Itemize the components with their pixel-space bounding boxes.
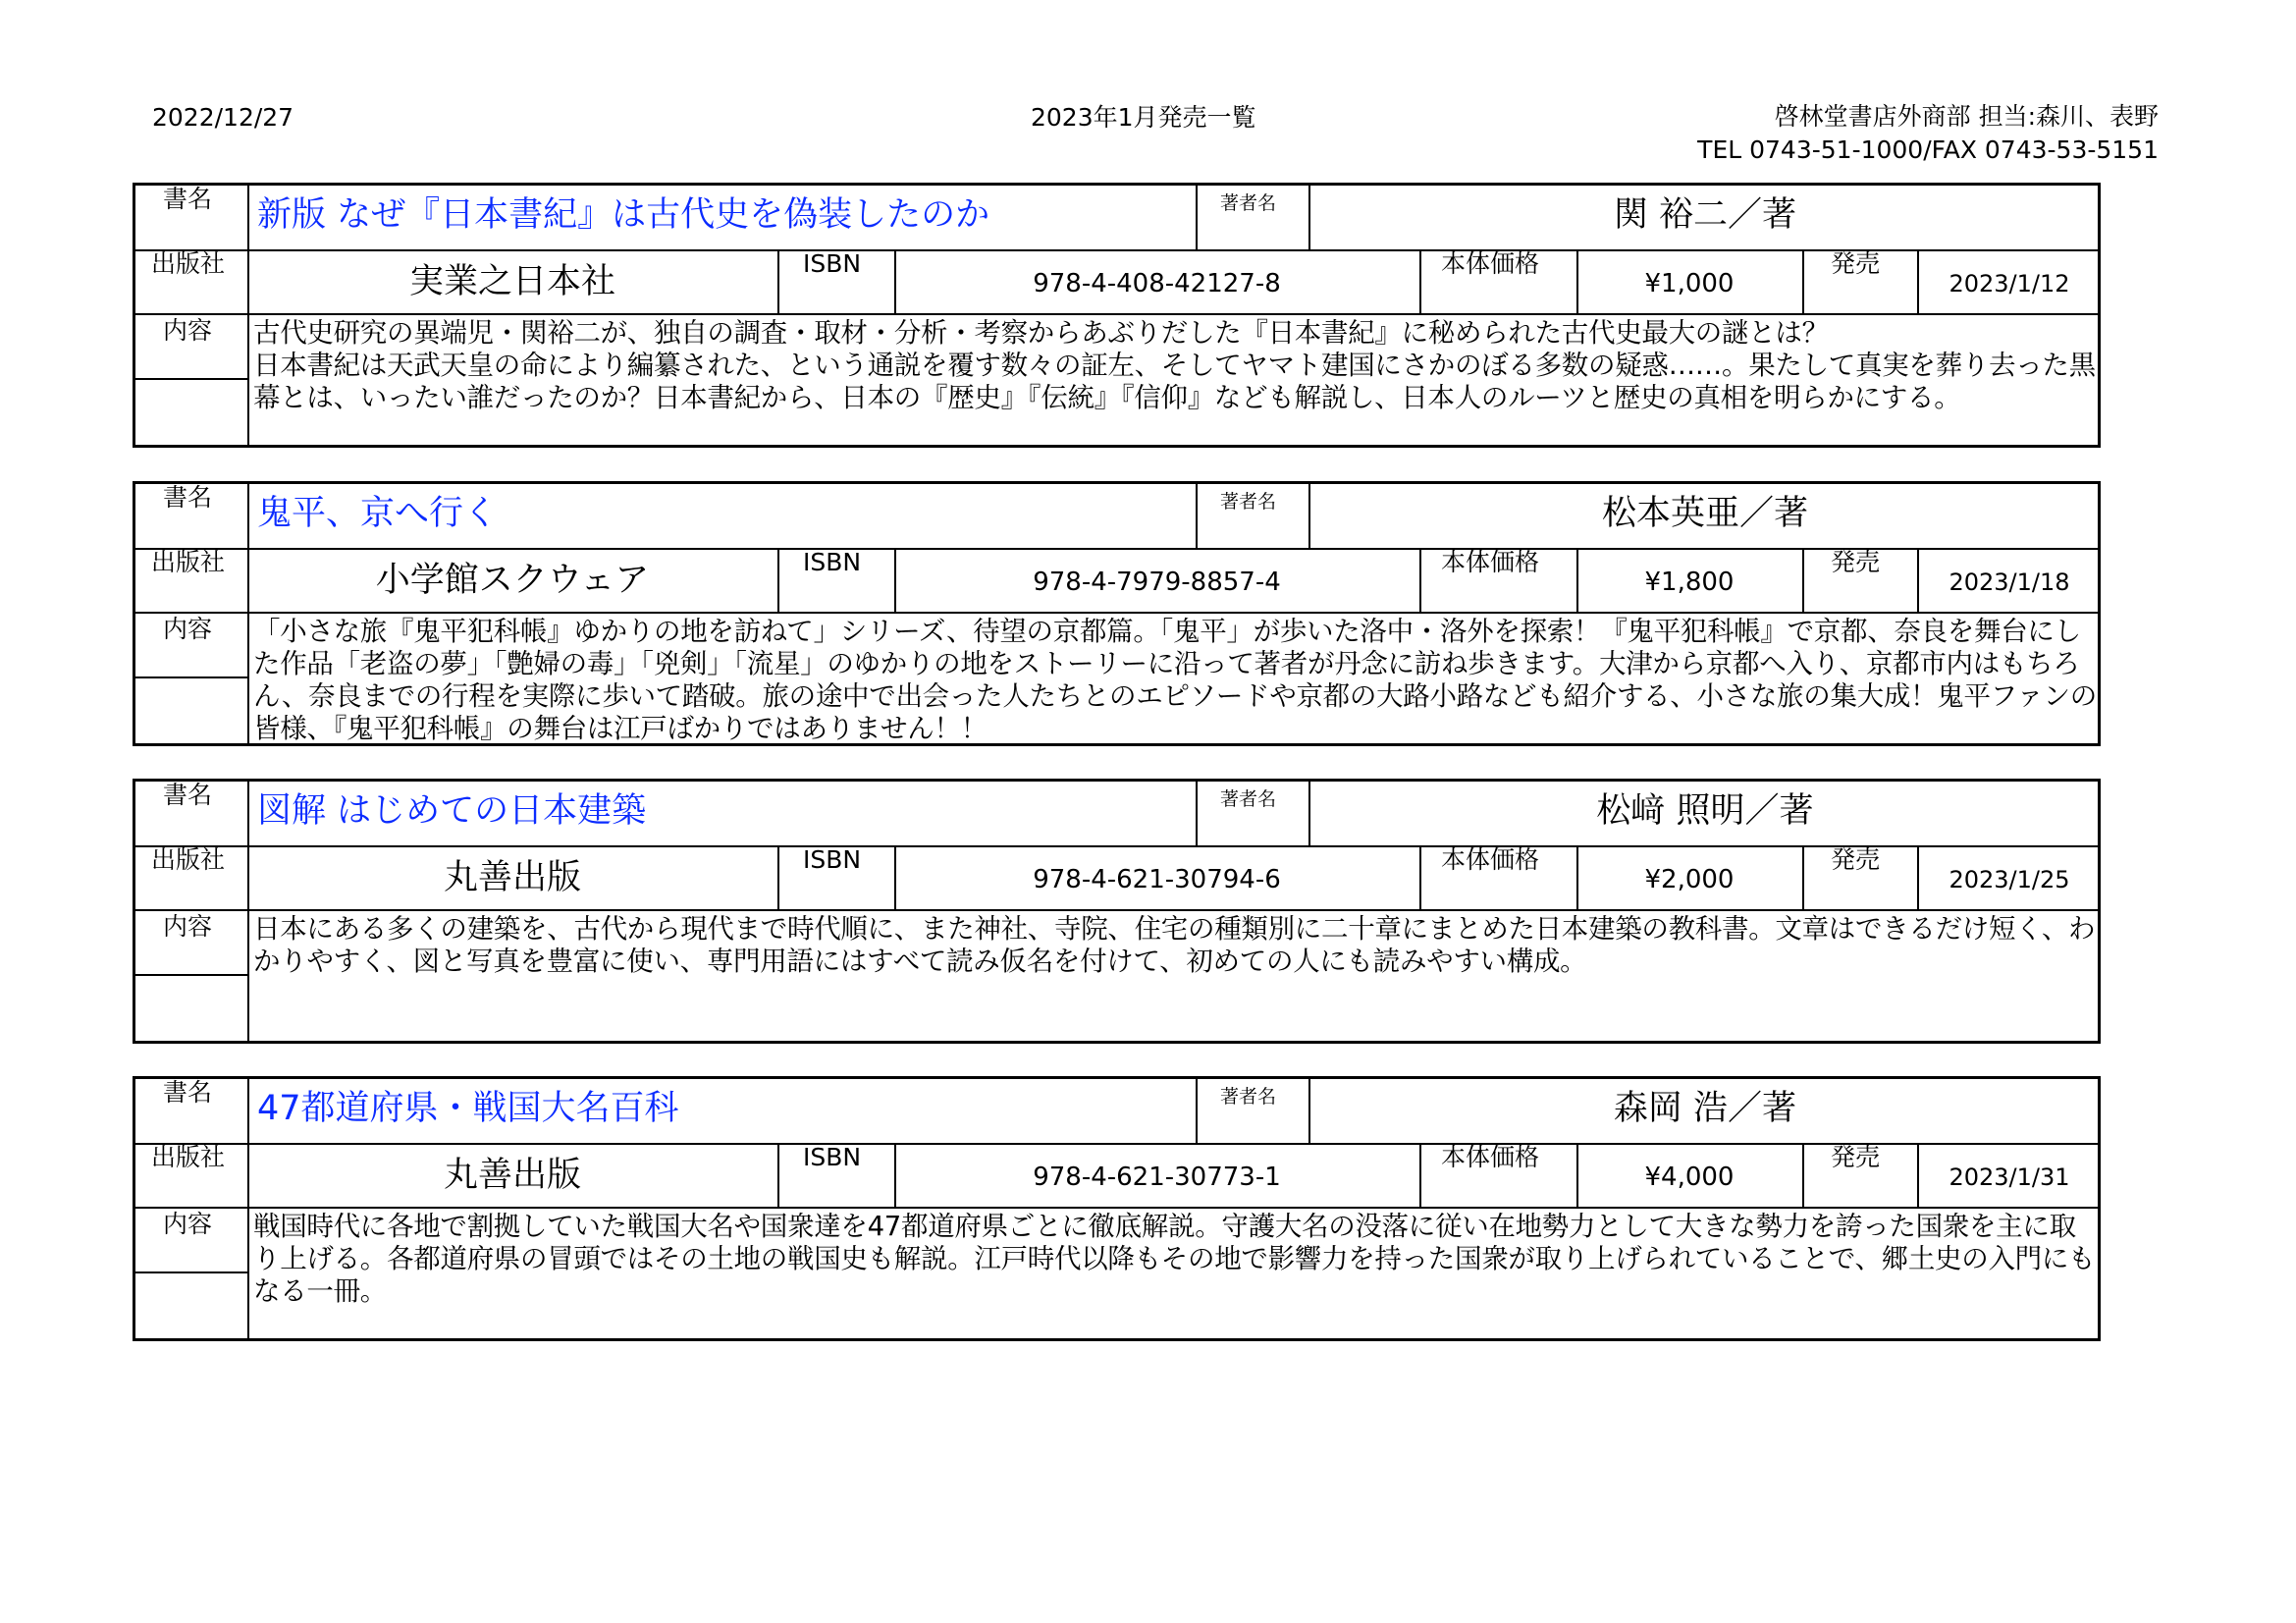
book-isbn: 978-4-621-30773-1 — [1033, 1163, 1281, 1192]
book-card — [133, 1076, 2101, 1341]
book-price: ¥1,000 — [1644, 269, 1735, 298]
price-label: 本体価格 — [1441, 845, 1540, 874]
price-label: 本体価格 — [1441, 249, 1540, 278]
book-publisher: 小学館スクウェア — [375, 561, 650, 600]
book-description: 日本にある多くの建築を、古代から現代まで時代順に、また神社、寺院、住宅の種類別に二十章にまとめた日本建築の教科書。文章はできるだけ短く、わかりやすく、図と写真を豊富に使い、専門用語にはすべて読み仮名を付けて、初めての人にも読みやすい構成。 — [253, 913, 2096, 977]
book-price: ¥2,000 — [1644, 865, 1735, 894]
title-label: 書名 — [163, 1078, 213, 1107]
store-info — [1697, 100, 2159, 167]
content-label: 内容 — [163, 316, 213, 345]
content-label: 内容 — [163, 1210, 213, 1238]
author-label: 著者名 — [1220, 788, 1277, 810]
book-release-date: 2023/1/31 — [1949, 1163, 2070, 1191]
author-label: 著者名 — [1220, 491, 1277, 513]
publisher-label: 出版社 — [151, 845, 226, 874]
book-author: 松本英亜／著 — [1601, 494, 1808, 533]
book-card — [133, 183, 2101, 448]
store-contact: TEL 0743-51-1000/FAX 0743-53-5151 — [1697, 135, 2159, 164]
price-label: 本体価格 — [1441, 548, 1540, 576]
content-label: 内容 — [163, 615, 213, 643]
title-label: 書名 — [163, 483, 213, 512]
book-description: 古代史研究の異端児・関裕二が、独自の調査・取材・分析・考察からあぶりだした『日本書紀』に秘められた古代史最大の謎とは？ 日本書紀は天武天皇の命により編纂された、という通説を覆す数々の証左、そしてヤマト建国にさかのぼる多数の疑惑……。果たして真実を葬り去った黒幕とは、いったい誰だったのか？日本書紀から、日本の『歴史』『伝統』『信仰』なども解説し、日本人のルーツと歴史の真相を明らかにする。 — [253, 317, 2096, 413]
book-card — [133, 481, 2101, 746]
document-title: 2023年1月発売一覧 — [1031, 103, 1256, 132]
release-label: 発売 — [1831, 1143, 1881, 1171]
isbn-label: ISBN — [803, 1143, 862, 1171]
book-description: 戦国時代に各地で割拠していた戦国大名や国衆達を47都道府県ごとに徹底解説。守護大名の没落に従い在地勢力として大きな勢力を誇った国衆を主に取り上げる。各都道府県の冒頭ではその土地の戦国史も解説。江戸時代以降もその地で影響力を持った国衆が取り上げられていることで、郷土史の入門にもなる一冊。 — [253, 1211, 2096, 1307]
book-card — [133, 779, 2101, 1044]
book-author: 森岡 浩／著 — [1613, 1089, 1797, 1128]
document-date: 2022/12/27 — [152, 103, 294, 132]
book-isbn: 978-4-408-42127-8 — [1033, 269, 1281, 298]
release-label: 発売 — [1831, 249, 1881, 278]
price-label: 本体価格 — [1441, 1143, 1540, 1171]
publisher-label: 出版社 — [151, 249, 226, 278]
book-price: ¥1,800 — [1644, 568, 1735, 597]
book-author: 関 裕二／著 — [1613, 195, 1797, 235]
publisher-label: 出版社 — [151, 548, 226, 576]
title-label: 書名 — [163, 781, 213, 809]
publisher-label: 出版社 — [151, 1143, 226, 1171]
title-label: 書名 — [163, 185, 213, 213]
isbn-label: ISBN — [803, 249, 862, 278]
book-publisher: 丸善出版 — [443, 858, 581, 897]
book-isbn: 978-4-621-30794-6 — [1033, 865, 1281, 894]
release-label: 発売 — [1831, 548, 1881, 576]
book-isbn: 978-4-7979-8857-4 — [1033, 568, 1281, 597]
author-label: 著者名 — [1220, 1086, 1277, 1108]
isbn-label: ISBN — [803, 548, 862, 576]
isbn-label: ISBN — [803, 845, 862, 874]
book-author: 松﨑 照明／著 — [1596, 791, 1814, 831]
book-title: 新版 なぜ『日本書紀』は古代史を偽装したのか — [257, 195, 990, 235]
content-label: 内容 — [163, 912, 213, 941]
book-price: ¥4,000 — [1644, 1163, 1735, 1192]
book-publisher: 実業之日本社 — [408, 262, 615, 301]
book-release-date: 2023/1/18 — [1949, 568, 2070, 596]
book-publisher: 丸善出版 — [443, 1156, 581, 1195]
book-title: 鬼平、京へ行く — [257, 494, 499, 533]
book-title: 図解 はじめての日本建築 — [257, 791, 647, 831]
release-label: 発売 — [1831, 845, 1881, 874]
book-description: 「小さな旅『鬼平犯科帳』ゆかりの地を訪ねて」シリーズ、待望の京都篇。「鬼平」が歩いた洛中・洛外を探索！『鬼平犯科帳』で京都、奈良を舞台にした作品「老盗の夢」「艶婦の毒」「兇剣」「流星」のゆかりの地をストーリーに沿って著者が丹念に訪ね歩きます。大津から京都へ入り、京都市内はもちろん、奈良までの行程を実際に歩いて踏破。旅の途中で出会った人たちとのエピソードや京都の大路小路なども紹介する、小さな旅の集大成！鬼平ファンの皆様、『鬼平犯科帳』の舞台は江戸ばかりではありません！！ — [253, 616, 2097, 743]
book-title: 47都道府県・戦国大名百科 — [257, 1089, 679, 1128]
author-label: 著者名 — [1220, 192, 1277, 214]
book-release-date: 2023/1/25 — [1949, 866, 2070, 893]
book-release-date: 2023/1/12 — [1949, 270, 2070, 298]
store-name: 啓林堂書店外商部 担当:森川、表野 — [1774, 102, 2159, 131]
